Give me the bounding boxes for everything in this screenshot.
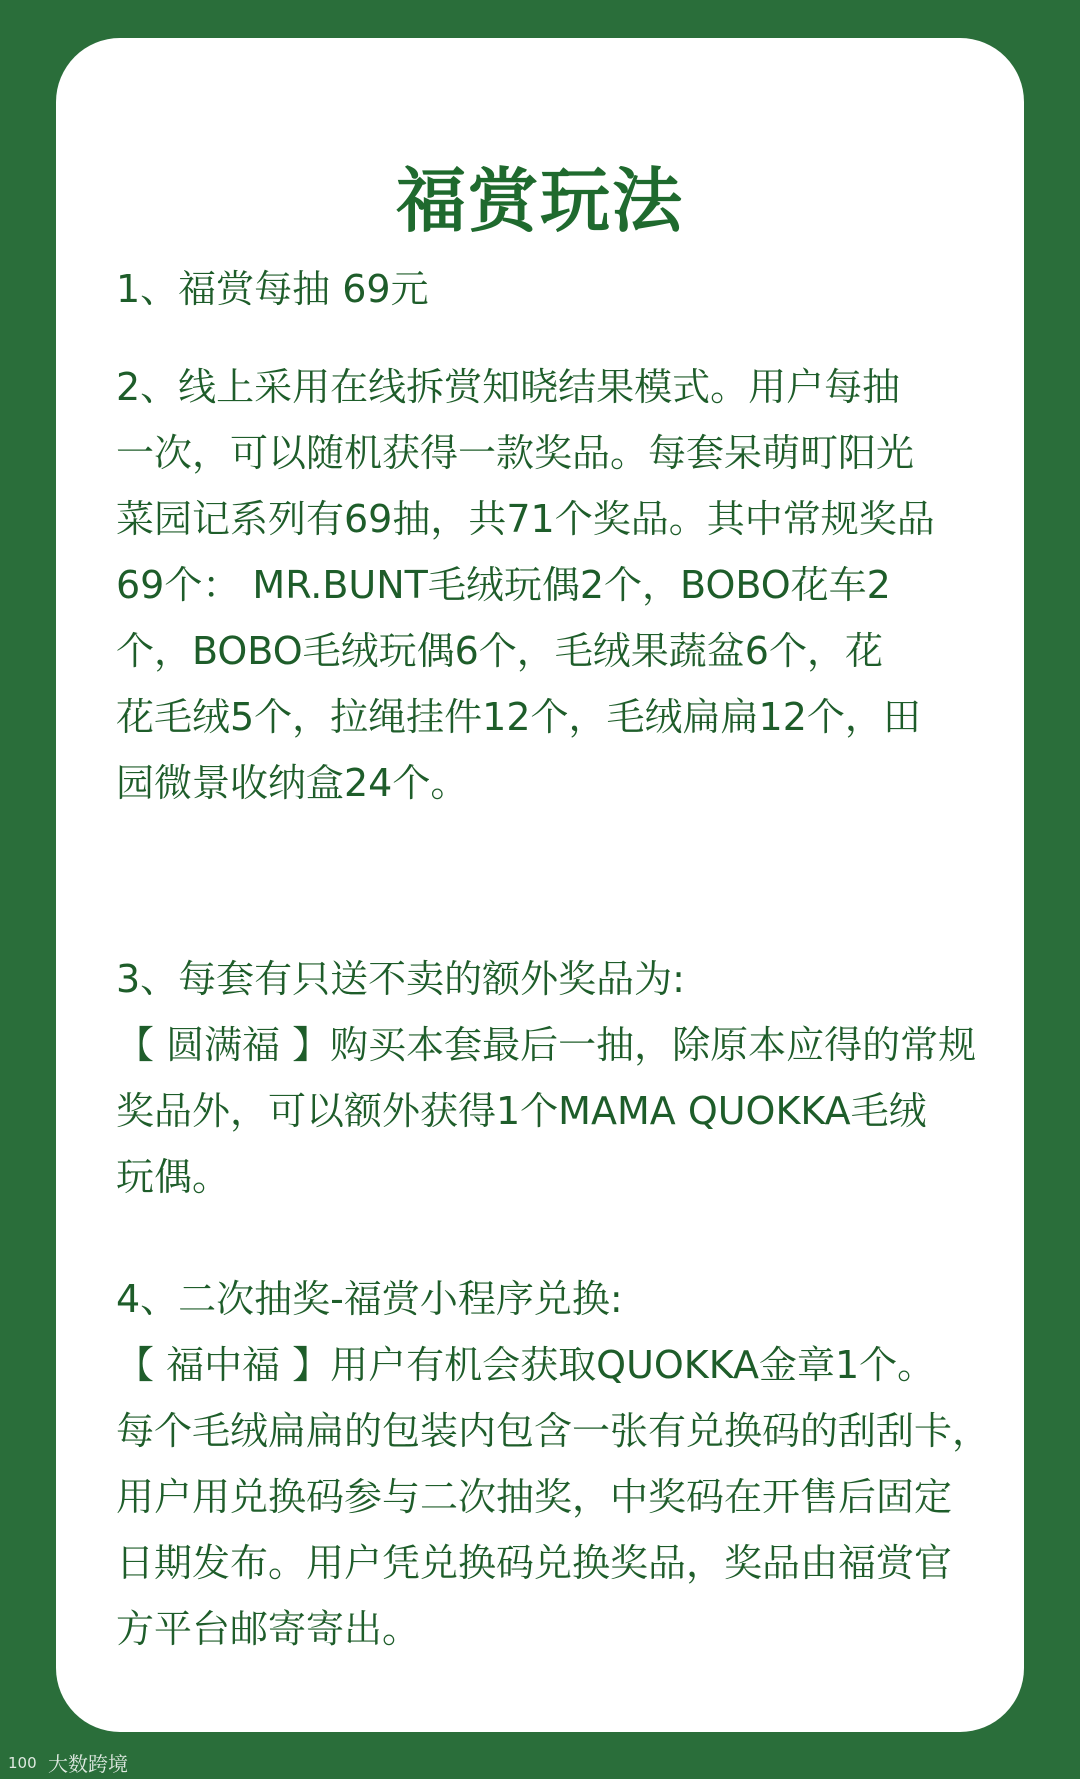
rule-line: 用户用兑换码参与二次抽奖，中奖码在开售后固定 xyxy=(116,1475,953,1519)
rule-item-3 xyxy=(116,946,977,1210)
rule-line: 个，BOBO毛绒玩偶6个，毛绒果蔬盆6个，花 xyxy=(116,629,883,673)
rule-line: 奖品外，可以额外获得1个MAMA QUOKKA毛绒 xyxy=(116,1089,927,1133)
rule-line: 2、线上采用在线拆赏知晓结果模式。用户每抽 xyxy=(116,365,901,409)
rule-line: 园微景收纳盒24个。 xyxy=(116,761,469,805)
rules-card xyxy=(56,38,1024,1732)
watermark xyxy=(8,1748,128,1776)
watermark-logo-icon xyxy=(8,1751,42,1773)
rule-line: 日期发布。用户凭兑换码兑换奖品，奖品由福赏官 xyxy=(116,1541,953,1585)
rule-line: 每个毛绒扁扁的包装内包含一张有兑换码的刮刮卡， xyxy=(116,1409,991,1453)
rule-line: 【 福中福 】用户有机会获取QUOKKA金章1个。 xyxy=(116,1343,936,1387)
rule-line: 方平台邮寄寄出。 xyxy=(116,1607,421,1651)
rule-line: 【 圆满福 】购买本套最后一抽，除原本应得的常规 xyxy=(116,1023,977,1067)
rule-item-1 xyxy=(116,256,966,322)
rule-item-2 xyxy=(116,354,966,816)
rule-line: 玩偶。 xyxy=(116,1155,231,1199)
rule-line: 1、福赏每抽 69元 xyxy=(116,267,429,311)
svg-text:100: 100 xyxy=(8,1754,37,1772)
rule-line: 菜园记系列有69抽，共71个奖品。其中常规奖品 xyxy=(116,497,935,541)
rule-line: 4、二次抽奖-福赏小程序兑换: xyxy=(116,1277,623,1321)
rule-line: 69个： MR.BUNT毛绒玩偶2个，BOBO花车2 xyxy=(116,563,891,607)
rule-line: 花毛绒5个，拉绳挂件12个，毛绒扁扁12个，田 xyxy=(116,695,921,739)
watermark-text: 大数跨境 xyxy=(48,1751,128,1776)
page-title: 福赏玩法 xyxy=(396,160,684,242)
rule-item-4 xyxy=(116,1266,991,1662)
rule-line: 一次，可以随机获得一款奖品。每套呆萌町阳光 xyxy=(116,431,915,475)
rule-line: 3、每套有只送不卖的额外奖品为: xyxy=(116,957,685,1001)
